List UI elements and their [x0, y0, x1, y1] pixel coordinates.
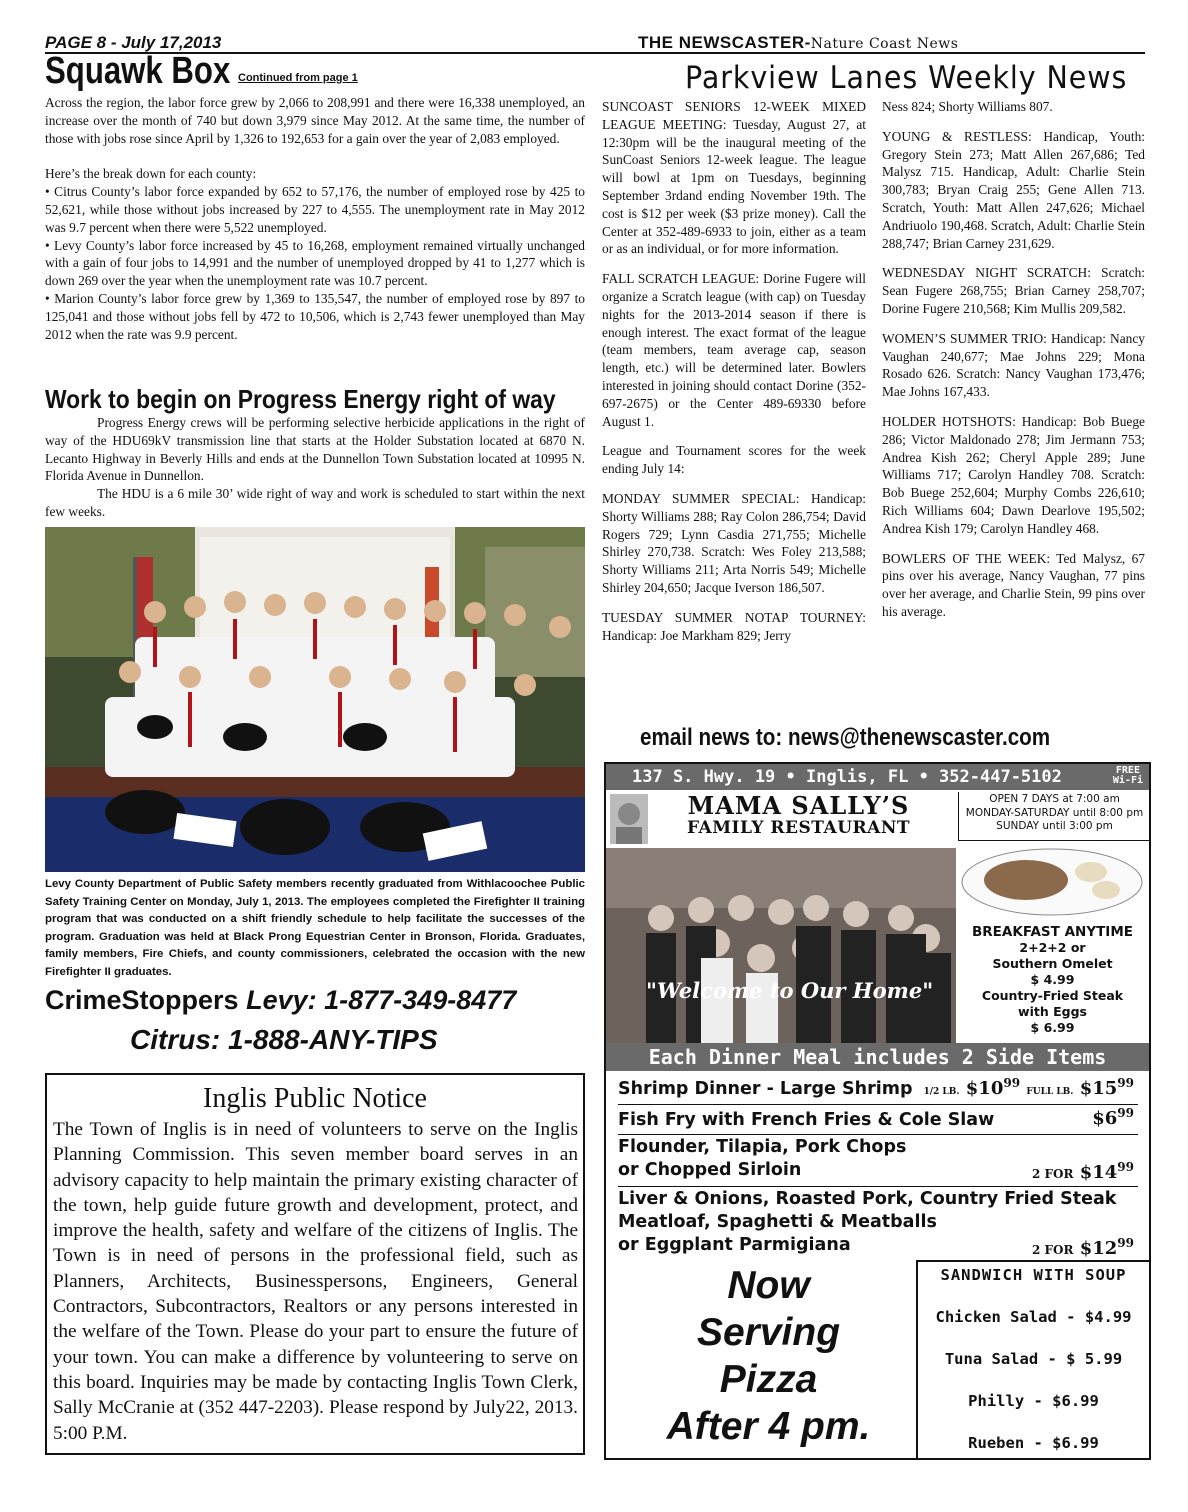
bowling-item: WEDNESDAY NIGHT SCRATCH: Scratch: Sean Fugere 268,755; Brian Carney 258,707; Dorine Fugere 210,568; Kim Mullis 209,582.: [882, 265, 1145, 316]
squawk-title: Squawk Box: [45, 50, 231, 92]
menu-item-label: Liver & Onions, Roasted Pork, Country Fried Steak: [618, 1189, 1117, 1209]
pizza-promo-line: After 4 pm.: [666, 1405, 871, 1448]
crimestoppers-citrus: Citrus: 1-888-ANY-TIPS: [130, 1024, 438, 1055]
welcome-slogan: "Welcome to Our Home": [646, 978, 934, 1003]
bowling-item: SUNCOAST SENIORS 12-WEEK MIXED LEAGUE MEETING: Tuesday, August 27, at 12:30pm will be the inaugural meeting of the SunCoast Seniors 12-week league. The league will bowl at 1pm on Tuesdays, beginning September 3rdand ending November 19th. The cost is $12 per week ($3 prize money). Call the Center at 352-489-6933 to join, either as a team or as an individual, or for more information.: [602, 99, 866, 257]
page-date: PAGE 8 - July 17,2013: [45, 33, 222, 52]
pizza-promo: [626, 1262, 911, 1450]
email-news-line: email news to: news@thenewscaster.com: [640, 724, 1051, 751]
photo-caption: Levy County Department of Public Safety members recently graduated from Withlacoochee Public Safety Training Center on Monday, July 1, 2013. The employees completed the Firefighter II training program that was conducted on a shift friendly schedule to help facilitate the successes of the program. Graduation was held at Black Prong Equestrian Center in Bronson, Florida. Graduates, family members, Fire Chiefs, and county commissioners, celebrated the occasion with the new Firefighter II graduates.: [45, 878, 585, 978]
menu-item-label: Fish Fry with French Fries & Cole Slaw: [618, 1110, 995, 1130]
hours-line: MONDAY-SATURDAY until 8:00 pm: [965, 807, 1144, 819]
sandwich-item: Tuna Salad - $ 5.99: [944, 1350, 1123, 1368]
menu-item-fish-fry: [618, 1106, 1138, 1135]
price-dollars: $10: [965, 1078, 1004, 1099]
price-dollars: $14: [1079, 1162, 1118, 1183]
pizza-promo-line: Serving: [696, 1311, 841, 1354]
restaurant-hours: [958, 792, 1150, 841]
paper-subtitle: Nature Coast News: [810, 36, 959, 52]
ad-address-bar: [606, 764, 1149, 790]
price-qualifier: 2 FOR: [1031, 1243, 1074, 1257]
price-dollars: $15: [1079, 1078, 1118, 1099]
wifi-badge: FREE Wi-Fi: [1112, 765, 1143, 786]
menu-item-label: or Chopped Sirloin: [618, 1160, 802, 1180]
sandwich-box: [916, 1260, 1149, 1458]
price-dollars: $6: [1092, 1108, 1118, 1129]
ad-address: 137 S. Hwy. 19 • Inglis, FL • 352-447-5102: [632, 767, 1062, 787]
progress-headline: Work to begin on Progress Energy right of way: [45, 384, 556, 414]
graduation-photo: [45, 527, 585, 872]
continued-note: Continued from page 1: [238, 72, 358, 84]
price-cents: 99: [1117, 1160, 1134, 1174]
menu-item-price: [1032, 1232, 1134, 1262]
bowling-item: TUESDAY SUMMER NOTAP TOURNEY: Handicap: Joe Markham 829; Jerry: [602, 609, 866, 643]
menu-item-liver: [618, 1188, 1138, 1259]
bowling-item: MONDAY SUMMER SPECIAL: Handicap: Shorty Williams 288; Ray Colon 286,754; David Rogers 729; Lynn Casdia 271,755; Michelle Shirley 270,738. Scratch: Wes Foley 213,588; Shorty Williams 211; Arta Norris 549; Michelle Shirley 204,650; Jacque Iverson 186,507.: [602, 490, 866, 595]
breakfast-line: Country-Fried Steak: [981, 988, 1124, 1003]
price-cents: 99: [1117, 1236, 1134, 1250]
price-qualifier: 2 FOR: [1031, 1167, 1074, 1181]
restaurant-name-line1: MAMA SALLY’S: [687, 791, 910, 820]
price-cents: 99: [1117, 1106, 1134, 1120]
squawk-paragraph: Across the region, the labor force grew by 2,066 to 208,991 and there were 16,338 unemployed, an increase over the month of 740 but down 3,979 since May 2012. At the same time, the number of those with jobs rose since April by 1,326 to 192,653 for a gain over the year of 2,083 employed.: [45, 95, 585, 146]
menu-item-price: [1032, 1156, 1134, 1186]
price-qualifier: FULL LB.: [1026, 1087, 1074, 1097]
progress-article: [45, 414, 585, 533]
price-cents: 99: [1117, 1076, 1134, 1090]
bowling-item: FALL SCRATCH LEAGUE: Dorine Fugere will organize a Scratch league (with cap) on Tuesday nights for the 2013-2014 season if there is enough interest. The exact format of the league (team members, team average cap, season length, etc.) will be determined later. Bowlers interested in joining should contact Dorine (352-697-2675) or the Center 489-69330 before August 1.: [602, 271, 866, 429]
progress-paragraph: Progress Energy crews will be performing selective herbicide applications in the right of way of the HDU69kV transmission line that starts at the Holder Substation located at 6870 N. Lecanto Highway in Beverly Hills and ends at the Dunnellon Town Substation located at 10995 N. Florida Avenue in Dunnellon.: [45, 415, 585, 484]
bowling-item: Ness 824; Shorty Williams 807.: [882, 99, 1053, 114]
staff-photo: [606, 848, 956, 1043]
price-qualifier: 1/2 LB.: [923, 1087, 960, 1097]
bowling-item: BOWLERS OF THE WEEK: Ted Malysz, 67 pins over his average, Nancy Vaughan, 77 pins over her average, and Charlie Stein, 99 pins over his average.: [882, 550, 1145, 619]
sandwich-item: Chicken Salad - $4.99: [935, 1308, 1132, 1326]
notice-body: The Town of Inglis is in need of volunteers to serve on the Inglis Planning Commission. This seven member board serves in an advisory capacity to help maintain the primary existing character of the town, help guide future growth and development, protect, and improve the health, safety and welfare of the citizens of Inglis. The Town is in need of persons in the professional field, such as Planners, Architects, Businesspersons, Engineers, General Contractors, Subcontractors, Realtors or any persons interested in the welfare of the Town. Please do your part to ensure the future of your town. You can make a difference by volunteering to serve on this board. Inquiries may be made by contacting Inglis Town Clerk, Sally McCranie at (352 447-2203). Please respond by July22, 2013. 5:00 P.M.: [53, 1119, 578, 1444]
menu-item-shrimp: [618, 1074, 1138, 1105]
hours-line: SUNDAY until 3:00 pm: [996, 820, 1113, 832]
squawk-paragraph: Here’s the break down for each county:: [45, 166, 257, 182]
progress-paragraph: The HDU is a 6 mile 30’ wide right of way and work is scheduled to start within the next few weeks.: [45, 486, 585, 519]
breakfast-line: with Eggs: [1018, 1004, 1087, 1019]
restaurant-name: [646, 791, 951, 838]
parkview-column-2: [882, 98, 1145, 633]
hours-line: OPEN 7 DAYS at 7:00 am: [989, 793, 1120, 805]
price-dollars: $12: [1079, 1238, 1118, 1259]
county-bullet-marion: • Marion County’s labor force grew by 1,369 to 135,547, the number of employed rose by 897 to 125,041 and those without jobs fell by 472 to 10,506, which is 2,743 fewer unemployed than May 2012 when the rate was 9.9 percent.: [45, 290, 585, 342]
sandwich-item: Rueben - $6.99: [968, 1434, 1099, 1452]
dinner-banner: Each Dinner Meal includes 2 Side Items: [606, 1043, 1149, 1071]
breakfast-line: Southern Omelet: [992, 956, 1113, 971]
menu-item-flounder: [618, 1136, 1138, 1187]
breakfast-line: $ 6.99: [1030, 1020, 1075, 1035]
bowling-item: WOMEN’S SUMMER TRIO: Handicap: Nancy Vaughan 240,677; Mae Johns 229; Mona Rosado 626. Scratch: Nancy Vaughan 173,476; Mae Johns 167,433.: [882, 330, 1145, 400]
crimestoppers-heading: [45, 985, 516, 1016]
sandwich-item: Philly - $6.99: [968, 1392, 1099, 1410]
breakfast-title: BREAKFAST ANYTIME: [972, 924, 1133, 940]
price-cents: 99: [1003, 1076, 1021, 1090]
breakfast-line: $ 4.99: [1030, 972, 1075, 987]
county-bullet-citrus: • Citrus County’s labor force expanded by 652 to 57,176, the number of employed rose by 425 to 52,621, while those without jobs increased by 227 to 4,555. The unemployment rate in May 2012 was 9.7 percent when there were 5,522 unemployed.: [45, 184, 585, 235]
sandwich-title: SANDWICH WITH SOUP: [940, 1266, 1127, 1284]
bowling-item: HOLDER HOTSHOTS: Handicap: Bob Buege 286; Victor Maldonado 278; Jim Jermann 753; Andrea Kish 262; Cheryl Apple 289; June Williams 717; Carolyn Handley 708. Scratch: Bob Buege 252,604; Murphy Combs 226,610; Rich Williams 604; Dawn Dearlove 195,502; Andrea Kish 179; Carolyn Handley 468.: [882, 413, 1145, 536]
bowling-item: YOUNG & RESTLESS: Handicap, Youth: Gregory Stein 273; Matt Allen 267,686; Ted Malysz 715. Handicap, Adult: Charlie Stein 300,783; Bryan Craig 255; Gene Allen 713. Scratch, Youth: Matt Allen 247,626; Michael Andriuolo 190,468. Scratch, Adult: Charlie Stein 288,747; Brian Carney 231,629.: [882, 128, 1145, 251]
breakfast-plate-image: [956, 842, 1149, 922]
portrait-icon: [610, 794, 648, 844]
notice-title: Inglis Public Notice: [203, 1083, 427, 1114]
crimestoppers-title: CrimeStoppers: [45, 985, 239, 1015]
crimestoppers-levy: Levy: 1-877-349-8477: [246, 985, 517, 1015]
menu-item-label: or Eggplant Parmigiana: [618, 1235, 851, 1255]
breakfast-line: 2+2+2 or: [1019, 940, 1086, 955]
parkview-column-1: [602, 98, 866, 656]
menu-item-label: Meatloaf, Spaghetti & Meatballs: [618, 1212, 937, 1232]
menu-item-price: [1092, 1106, 1134, 1129]
pizza-promo-line: Pizza: [719, 1358, 818, 1401]
pizza-promo-line: Now: [727, 1264, 810, 1307]
restaurant-name-line2: FAMILY RESTAURANT: [686, 818, 911, 838]
county-bullet-levy: • Levy County’s labor force increased by 45 to 16,268, employment remained virtually unchanged with a gain of four jobs to 14,991 and the number of unemployed dropped by 41 to 1,277 which is down 269 over the year when the unemployment rate was 10.7 percent.: [45, 237, 585, 289]
restaurant-ad: [604, 762, 1151, 1460]
menu-item-label: Shrimp Dinner - Large Shrimp: [618, 1079, 913, 1099]
public-notice-box: [45, 1073, 585, 1455]
parkview-title: Parkview Lanes Weekly News: [685, 60, 1128, 96]
paper-name: THE NEWSCASTER-Nature Coast News: [638, 33, 959, 52]
menu-item-label: Flounder, Tilapia, Pork Chops: [618, 1137, 907, 1157]
squawk-article: [45, 94, 585, 355]
breakfast-specials: [956, 924, 1149, 1036]
bowling-item: League and Tournament scores for the week ending July 14:: [602, 443, 866, 477]
menu-item-price: [923, 1076, 1134, 1099]
